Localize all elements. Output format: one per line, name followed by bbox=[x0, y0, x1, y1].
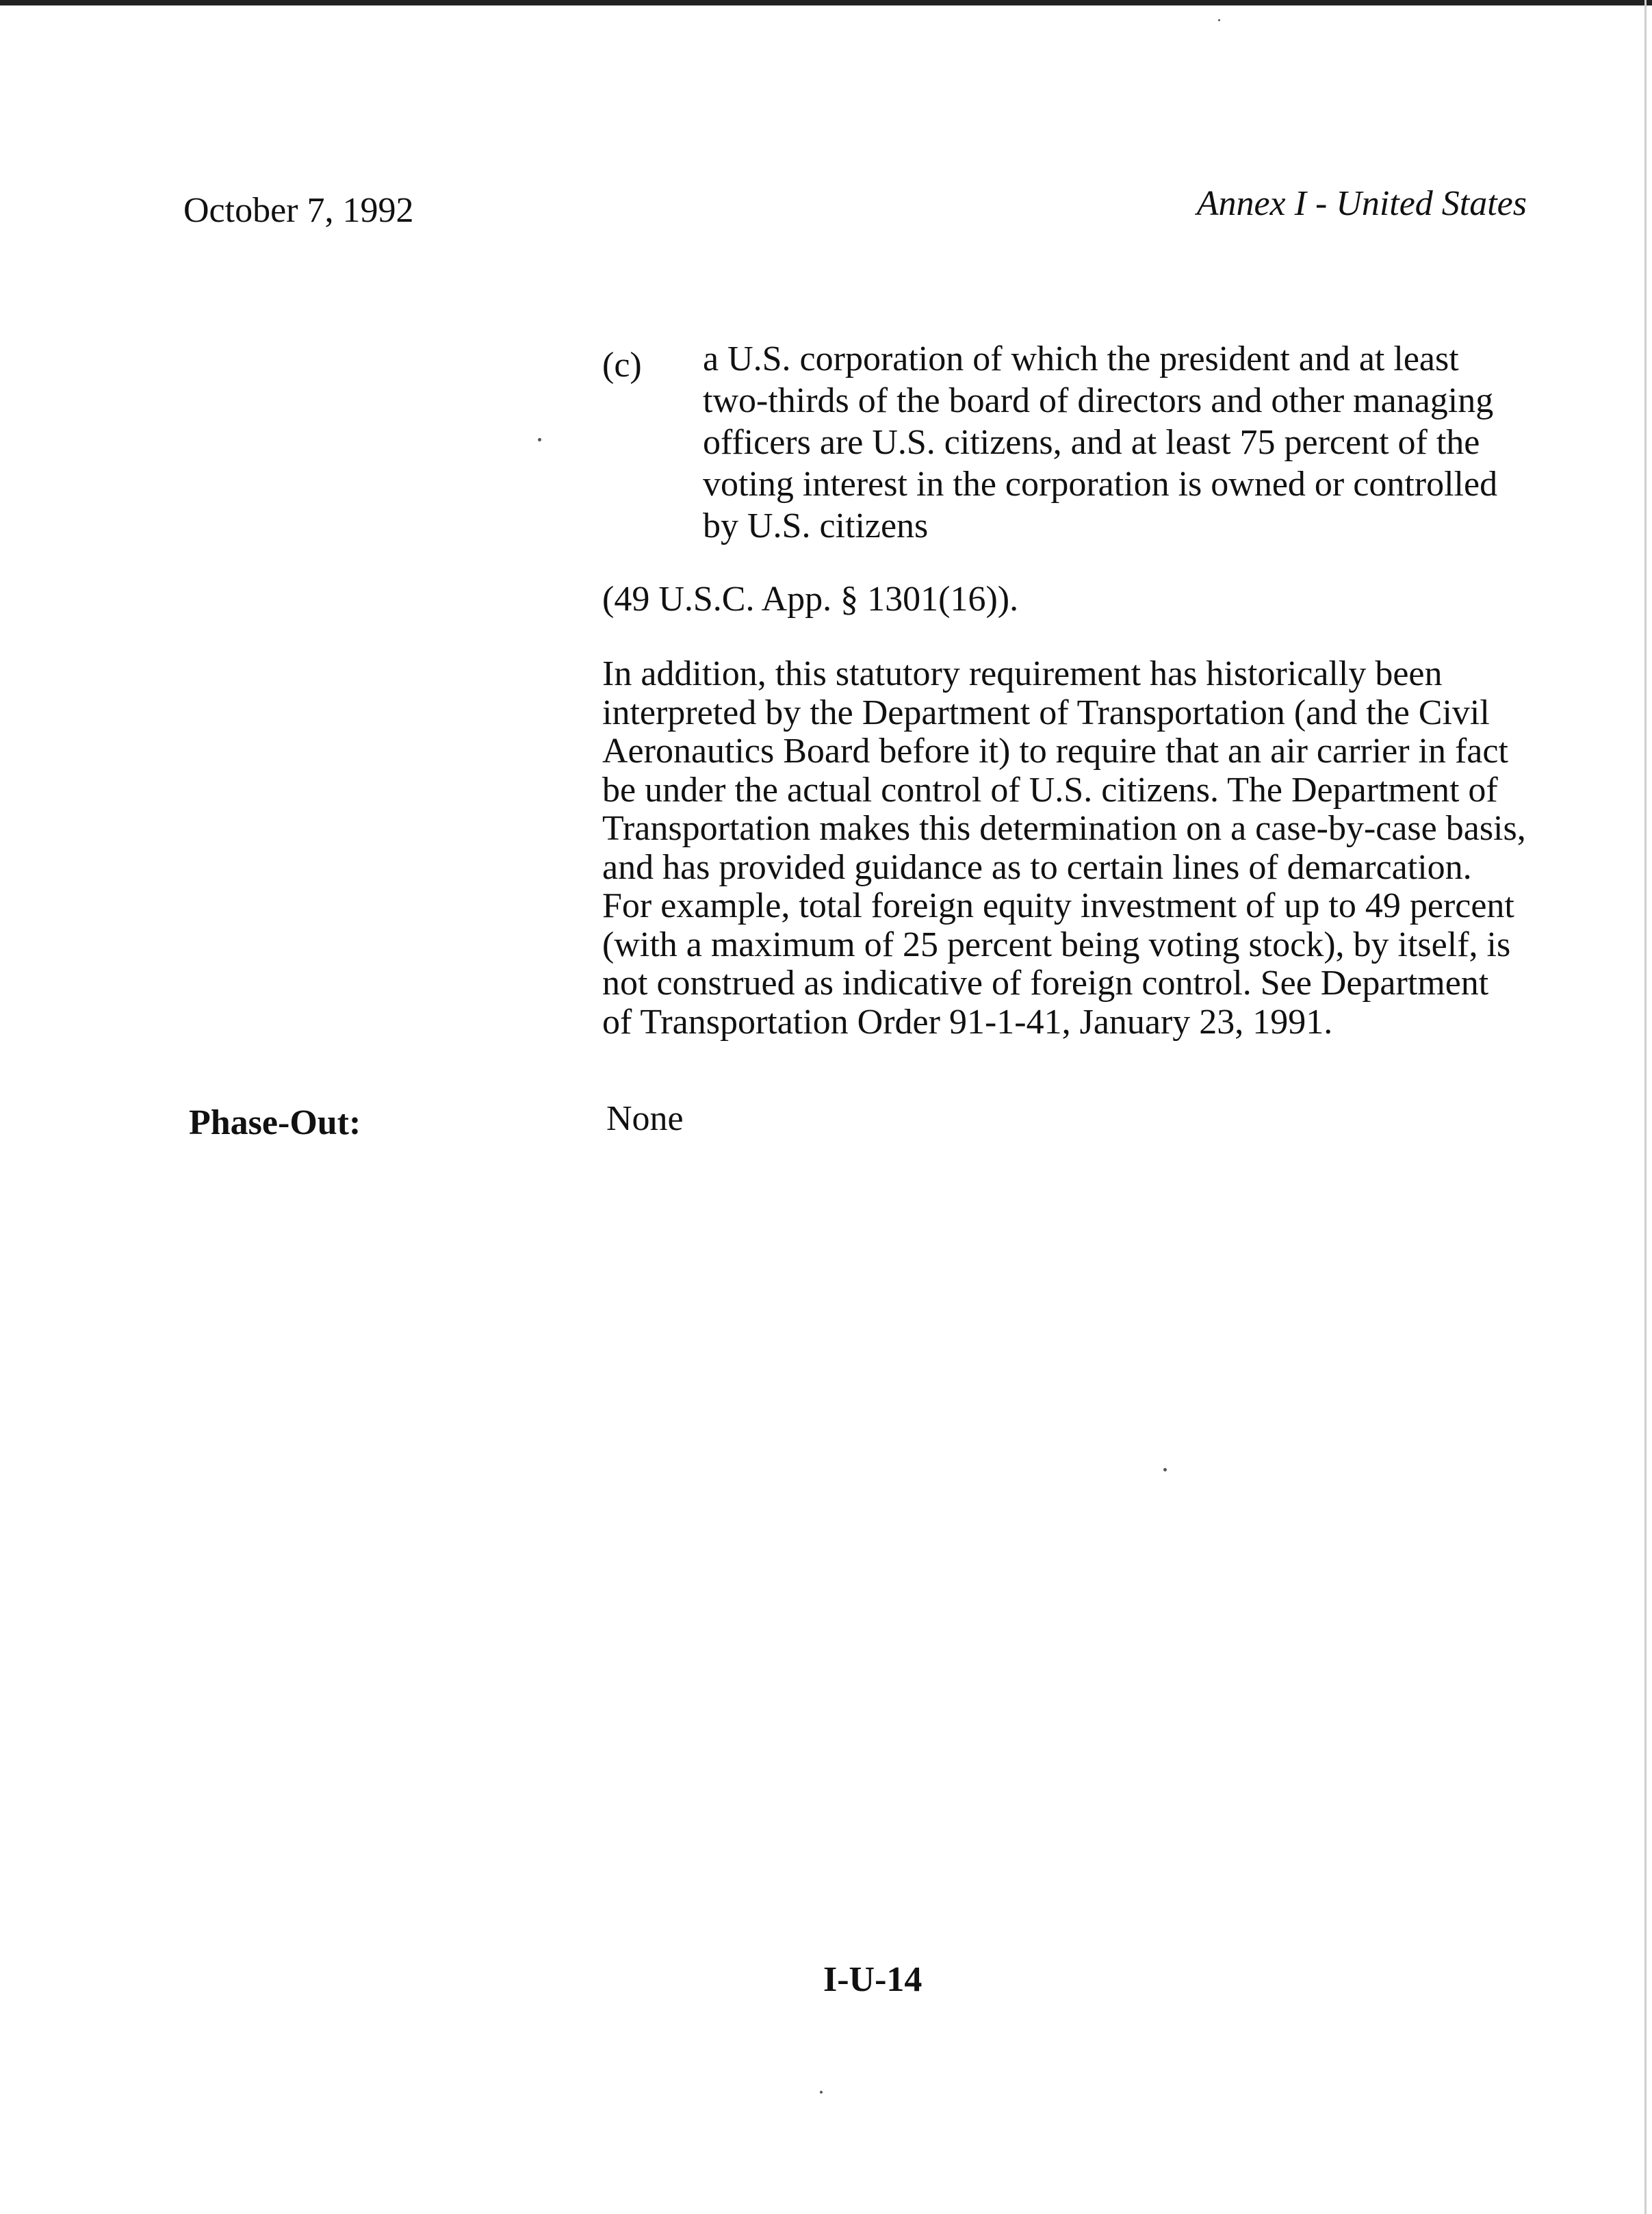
paragraph-line: of Transportation Order 91-1-41, January 23, 1991. bbox=[602, 1002, 1333, 1042]
list-item-line: two-thirds of the board of directors and other managing bbox=[703, 381, 1494, 420]
scan-top-border bbox=[0, 0, 1652, 5]
body-paragraph bbox=[602, 655, 1533, 1042]
phase-out-label: Phase-Out: bbox=[189, 1103, 361, 1142]
scan-speck bbox=[538, 438, 541, 441]
paragraph-line: In addition, this statutory requirement has historically been bbox=[602, 654, 1443, 693]
list-item-line: by U.S. citizens bbox=[703, 506, 929, 545]
paragraph-line: Aeronautics Board before it) to require that an air carrier in fact bbox=[602, 732, 1508, 771]
paragraph-line: and has provided guidance as to certain lines of demarcation. bbox=[602, 847, 1472, 887]
phase-out-value: None bbox=[606, 1099, 684, 1138]
list-item-text bbox=[703, 338, 1527, 547]
statute-citation: (49 U.S.C. App. § 1301(16)). bbox=[602, 580, 1019, 619]
scan-speck bbox=[1163, 1468, 1167, 1471]
paragraph-line: interpreted by the Department of Transportation (and the Civil bbox=[602, 693, 1490, 732]
scan-speck bbox=[820, 2091, 823, 2094]
scan-speck bbox=[1218, 19, 1220, 21]
list-item-label: (c) bbox=[602, 346, 642, 385]
scan-right-border bbox=[1644, 0, 1647, 2214]
page-number: I-U-14 bbox=[823, 1960, 922, 1999]
list-item-line: voting interest in the corporation is owned or controlled bbox=[703, 465, 1498, 504]
paragraph-line: Transportation makes this determination on a case-by-case basis, bbox=[602, 809, 1526, 848]
list-item-line: officers are U.S. citizens, and at least 75 percent of the bbox=[703, 423, 1480, 462]
header-date: October 7, 1992 bbox=[183, 191, 414, 230]
paragraph-line: be under the actual control of U.S. citizens. The Department of bbox=[602, 770, 1498, 810]
paragraph-line: (with a maximum of 25 percent being voting stock), by itself, is bbox=[602, 925, 1511, 964]
paragraph-line: For example, total foreign equity investment of up to 49 percent bbox=[602, 886, 1514, 925]
list-item-line: a U.S. corporation of which the president and at least bbox=[703, 339, 1459, 378]
header-annex-title: Annex I - United States bbox=[1196, 184, 1527, 223]
paragraph-line: not construed as indicative of foreign control. See Department bbox=[602, 964, 1489, 1003]
